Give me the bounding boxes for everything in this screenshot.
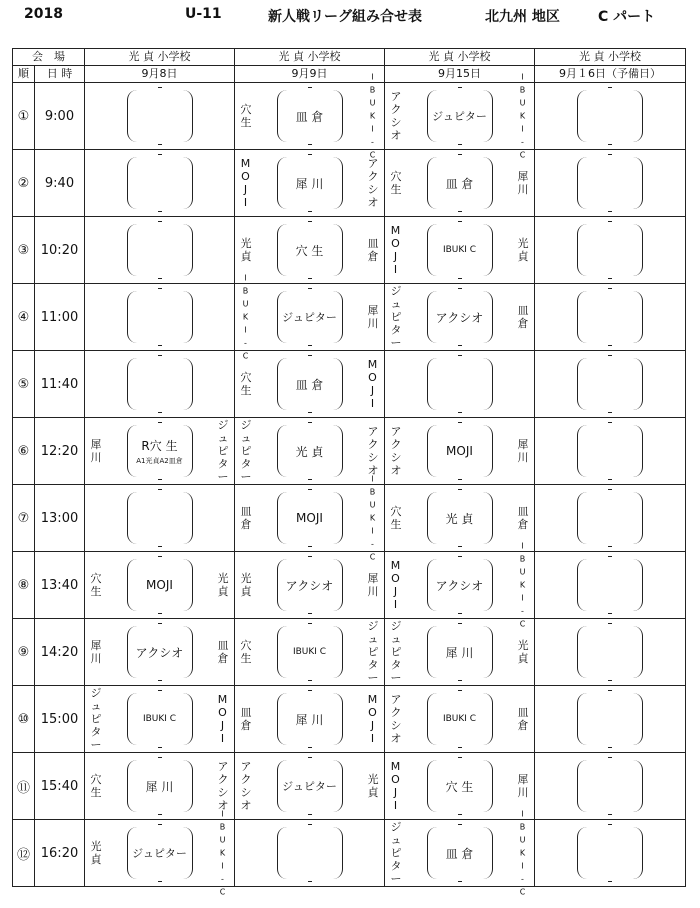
away-team-label: M O J I [367, 358, 379, 410]
away-team-label: 光 貞 [217, 572, 229, 598]
away-team-label: I B U K I - C [369, 72, 377, 160]
referee-bracket [577, 626, 643, 678]
referee-bracket [277, 626, 343, 678]
referee-bracket [277, 90, 343, 142]
table-row [13, 150, 686, 217]
match-cell [235, 753, 385, 820]
table-row [13, 820, 686, 887]
match-cell [535, 217, 686, 284]
referee-bracket [427, 291, 493, 343]
match-time: 13:00 [35, 485, 85, 552]
referee-team: 光 貞 [445, 511, 474, 526]
referee-team: 犀 川 [145, 779, 174, 794]
referee-team: 光 貞 [295, 444, 324, 459]
match-cell [385, 485, 535, 552]
referee-bracket [427, 559, 493, 611]
table-row [13, 753, 686, 820]
referee-team: IBUKI C [442, 245, 477, 255]
referee-bracket [427, 626, 493, 678]
home-team-label: ア ク シ オ [390, 90, 402, 142]
match-time: 11:00 [35, 284, 85, 351]
match-cell [85, 418, 235, 485]
referee-team: 皿 倉 [295, 377, 324, 392]
venue-2: 光 貞 小学校 [235, 49, 385, 66]
away-team-label: 光 貞 [367, 773, 379, 799]
away-team-label: I B U K I - C [369, 474, 377, 562]
referee-bracket [427, 492, 493, 544]
referee-bracket [277, 224, 343, 276]
match-cell [85, 686, 235, 753]
referee-bracket [127, 492, 193, 544]
referee-bracket [127, 358, 193, 410]
match-number: ⑨ [13, 619, 35, 686]
referee-team: アクシオ [435, 578, 484, 593]
match-cell [235, 273, 385, 361]
table-row [13, 686, 686, 753]
match-cell [535, 83, 686, 150]
referee-bracket [277, 827, 343, 879]
referee-team: 犀 川 [295, 176, 324, 191]
match-cell [235, 474, 385, 562]
referee-bracket [577, 492, 643, 544]
away-team-label: 犀 川 [367, 304, 379, 330]
referee-team: MOJI [146, 578, 173, 592]
away-team-label: 犀 川 [517, 438, 529, 464]
referee-team: MOJI [296, 511, 323, 525]
referee-bracket [127, 157, 193, 209]
table-row [13, 217, 686, 284]
referee-bracket [127, 291, 193, 343]
away-team-label: M O J I [367, 693, 379, 745]
referee-team: 犀 川 [445, 645, 474, 660]
referee-bracket [577, 224, 643, 276]
match-cell [535, 351, 686, 418]
table-row [13, 418, 686, 485]
referee-team: ジュピター [132, 847, 187, 860]
home-team-label: ジ ュ ピ タ ー [390, 284, 402, 350]
referee-team: 穴 生 [295, 243, 324, 258]
header-year: 2018 [24, 6, 63, 22]
match-cell [535, 552, 686, 619]
referee-bracket [577, 358, 643, 410]
match-time: 14:20 [35, 619, 85, 686]
referee-team: R穴 生 [141, 438, 178, 453]
match-number: ⑦ [13, 485, 35, 552]
date-4: 9月１6日（予備日） [535, 66, 686, 83]
match-cell [385, 809, 535, 897]
match-cell [85, 351, 235, 418]
match-cell [385, 753, 535, 820]
away-team-label: 皿 倉 [517, 706, 529, 732]
home-team-label: 光 貞 [90, 840, 102, 866]
match-time: 15:40 [35, 753, 85, 820]
match-number: ⑤ [13, 351, 35, 418]
match-cell [235, 686, 385, 753]
home-team-label: ア ク シ オ [240, 760, 252, 812]
table-row [13, 83, 686, 150]
match-cell [85, 619, 235, 686]
match-cell [85, 150, 235, 217]
match-number: ⑪ [13, 753, 35, 820]
match-cell [535, 485, 686, 552]
home-team-label: M O J I [390, 224, 402, 276]
referee-team: IBUKI C [442, 714, 477, 724]
home-team-label: 犀 川 [90, 438, 102, 464]
home-team-label: 穴 生 [390, 170, 402, 196]
date-3: 9月15日 [385, 66, 535, 83]
away-team-label: I B U K I - C [519, 72, 527, 160]
away-team-label: ア ク シ オ [367, 157, 379, 209]
match-cell [535, 284, 686, 351]
match-time: 9:00 [35, 83, 85, 150]
match-cell [385, 351, 535, 418]
table-row [13, 284, 686, 351]
referee-team: アクシオ [135, 645, 184, 660]
header-region: 北九州 地区 [485, 9, 560, 25]
referee-bracket [427, 358, 493, 410]
away-team-label: 光 貞 [517, 639, 529, 665]
match-time: 13:40 [35, 552, 85, 619]
match-cell [85, 217, 235, 284]
match-cell [85, 485, 235, 552]
match-time: 16:20 [35, 820, 85, 887]
away-team-label: 犀 川 [367, 572, 379, 598]
referee-bracket [427, 224, 493, 276]
match-number: ⑧ [13, 552, 35, 619]
referee-team: ジュピター [282, 311, 337, 324]
match-time: 11:40 [35, 351, 85, 418]
referee-bracket [127, 827, 193, 879]
match-cell [85, 809, 235, 897]
referee-bracket [577, 693, 643, 745]
match-cell [235, 619, 385, 686]
away-team-label: ア ク シ オ [217, 760, 229, 812]
match-cell [235, 418, 385, 485]
header-title: 新人戦リーグ組み合せ表 [268, 9, 422, 25]
referee-team: 皿 倉 [445, 176, 474, 191]
date-1: 9月8日 [85, 66, 235, 83]
match-cell [535, 150, 686, 217]
match-cell [235, 217, 385, 284]
match-number: ③ [13, 217, 35, 284]
home-team-label: ジ ュ ピ タ ー [90, 686, 102, 752]
match-time: 15:00 [35, 686, 85, 753]
venue-label: 会 場 [13, 49, 85, 66]
match-cell [535, 418, 686, 485]
match-cell [385, 284, 535, 351]
bracket-note: A1光貞A2皿倉 [136, 456, 183, 465]
referee-bracket [577, 760, 643, 812]
home-team-label: 光 貞 [240, 237, 252, 263]
home-team-label: 犀 川 [90, 639, 102, 665]
match-time: 9:40 [35, 150, 85, 217]
referee-bracket [127, 693, 193, 745]
referee-bracket [127, 425, 193, 477]
home-team-label: M O J I [240, 157, 252, 209]
home-team-label: 皿 倉 [240, 505, 252, 531]
away-team-label: 皿 倉 [367, 237, 379, 263]
match-number: ⑥ [13, 418, 35, 485]
home-team-label: 皿 倉 [240, 706, 252, 732]
match-cell [535, 753, 686, 820]
home-team-label: ジ ュ ピ タ ー [240, 418, 252, 484]
match-cell [85, 552, 235, 619]
match-cell [535, 619, 686, 686]
datetime-label: 日 時 [35, 66, 85, 83]
match-cell [85, 753, 235, 820]
match-cell [85, 83, 235, 150]
referee-bracket [577, 827, 643, 879]
referee-bracket [577, 291, 643, 343]
header-part: C パート [598, 9, 656, 25]
away-team-label: 光 貞 [517, 237, 529, 263]
match-number: ① [13, 83, 35, 150]
referee-bracket [277, 157, 343, 209]
match-cell [385, 150, 535, 217]
match-number: ② [13, 150, 35, 217]
venue-3: 光 貞 小学校 [385, 49, 535, 66]
referee-team: 皿 倉 [445, 846, 474, 861]
table-row [13, 351, 686, 418]
referee-bracket [277, 492, 343, 544]
match-cell [385, 541, 535, 629]
referee-bracket [577, 425, 643, 477]
match-cell [385, 418, 535, 485]
referee-bracket [427, 425, 493, 477]
home-team-label: 穴 生 [90, 572, 102, 598]
match-cell [535, 686, 686, 753]
match-time: 12:20 [35, 418, 85, 485]
referee-bracket [127, 559, 193, 611]
home-team-label: 穴 生 [240, 639, 252, 665]
home-team-label: ジ ュ ピ タ ー [390, 619, 402, 685]
table-row [13, 485, 686, 552]
match-number: ⑩ [13, 686, 35, 753]
home-team-label: ア ク シ オ [390, 425, 402, 477]
away-team-label: 皿 倉 [517, 505, 529, 531]
referee-bracket [427, 90, 493, 142]
away-team-label: 皿 倉 [217, 639, 229, 665]
referee-bracket [277, 358, 343, 410]
referee-bracket [277, 760, 343, 812]
referee-bracket [577, 157, 643, 209]
referee-team: ジュピター [282, 780, 337, 793]
home-team-label: M O J I [390, 760, 402, 812]
match-cell [385, 619, 535, 686]
away-team-label: I B U K I - C [519, 541, 527, 629]
away-team-label: 犀 川 [517, 170, 529, 196]
venue-1: 光 貞 小学校 [85, 49, 235, 66]
schedule-table [12, 48, 686, 897]
referee-bracket [427, 827, 493, 879]
date-2: 9月9日 [235, 66, 385, 83]
away-team-label: I B U K I - C [219, 809, 227, 897]
referee-team: IBUKI C [142, 714, 177, 724]
home-team-label: 穴 生 [90, 773, 102, 799]
home-team-label: M O J I [390, 559, 402, 611]
away-team-label: ジ ュ ピ タ ー [217, 418, 229, 484]
referee-bracket [127, 760, 193, 812]
home-team-label: I B U K I - C [242, 273, 250, 361]
match-cell [235, 150, 385, 217]
referee-team: 穴 生 [445, 779, 474, 794]
referee-team: MOJI [446, 444, 473, 458]
referee-team: 皿 倉 [295, 109, 324, 124]
away-team-label: ア ク シ オ [367, 425, 379, 477]
referee-bracket [427, 760, 493, 812]
match-number: ⑫ [13, 820, 35, 887]
referee-bracket [277, 425, 343, 477]
referee-bracket [277, 291, 343, 343]
referee-bracket [427, 693, 493, 745]
referee-bracket [427, 157, 493, 209]
referee-bracket [127, 224, 193, 276]
match-cell [235, 820, 385, 887]
home-team-label: ジ ュ ピ タ ー [390, 820, 402, 886]
match-cell [235, 351, 385, 418]
referee-team: 犀 川 [295, 712, 324, 727]
match-cell [535, 820, 686, 887]
home-team-label: ア ク シ オ [390, 693, 402, 745]
table-row [13, 619, 686, 686]
referee-bracket [577, 559, 643, 611]
match-cell [385, 686, 535, 753]
home-team-label: 穴 生 [240, 371, 252, 397]
away-team-label: M O J I [217, 693, 229, 745]
away-team-label: I B U K I - C [519, 809, 527, 897]
referee-team: アクシオ [285, 578, 334, 593]
referee-team: IBUKI C [292, 647, 327, 657]
away-team-label: 犀 川 [517, 773, 529, 799]
referee-bracket [127, 90, 193, 142]
table-row [13, 552, 686, 619]
match-cell [385, 217, 535, 284]
referee-bracket [577, 90, 643, 142]
match-number: ④ [13, 284, 35, 351]
referee-bracket [127, 626, 193, 678]
match-time: 10:20 [35, 217, 85, 284]
referee-team: ジュピター [432, 110, 487, 123]
away-team-label: 皿 倉 [517, 304, 529, 330]
referee-bracket [277, 559, 343, 611]
venue-4: 光 貞 小学校 [535, 49, 686, 66]
header-category: U-11 [185, 6, 222, 22]
home-team-label: 穴 生 [390, 505, 402, 531]
referee-team: アクシオ [435, 310, 484, 325]
order-label: 順 [13, 66, 35, 83]
home-team-label: 穴 生 [240, 103, 252, 129]
referee-bracket [277, 693, 343, 745]
match-cell [85, 284, 235, 351]
away-team-label: ジ ュ ピ タ ー [367, 619, 379, 685]
home-team-label: 光 貞 [240, 572, 252, 598]
match-cell [235, 552, 385, 619]
